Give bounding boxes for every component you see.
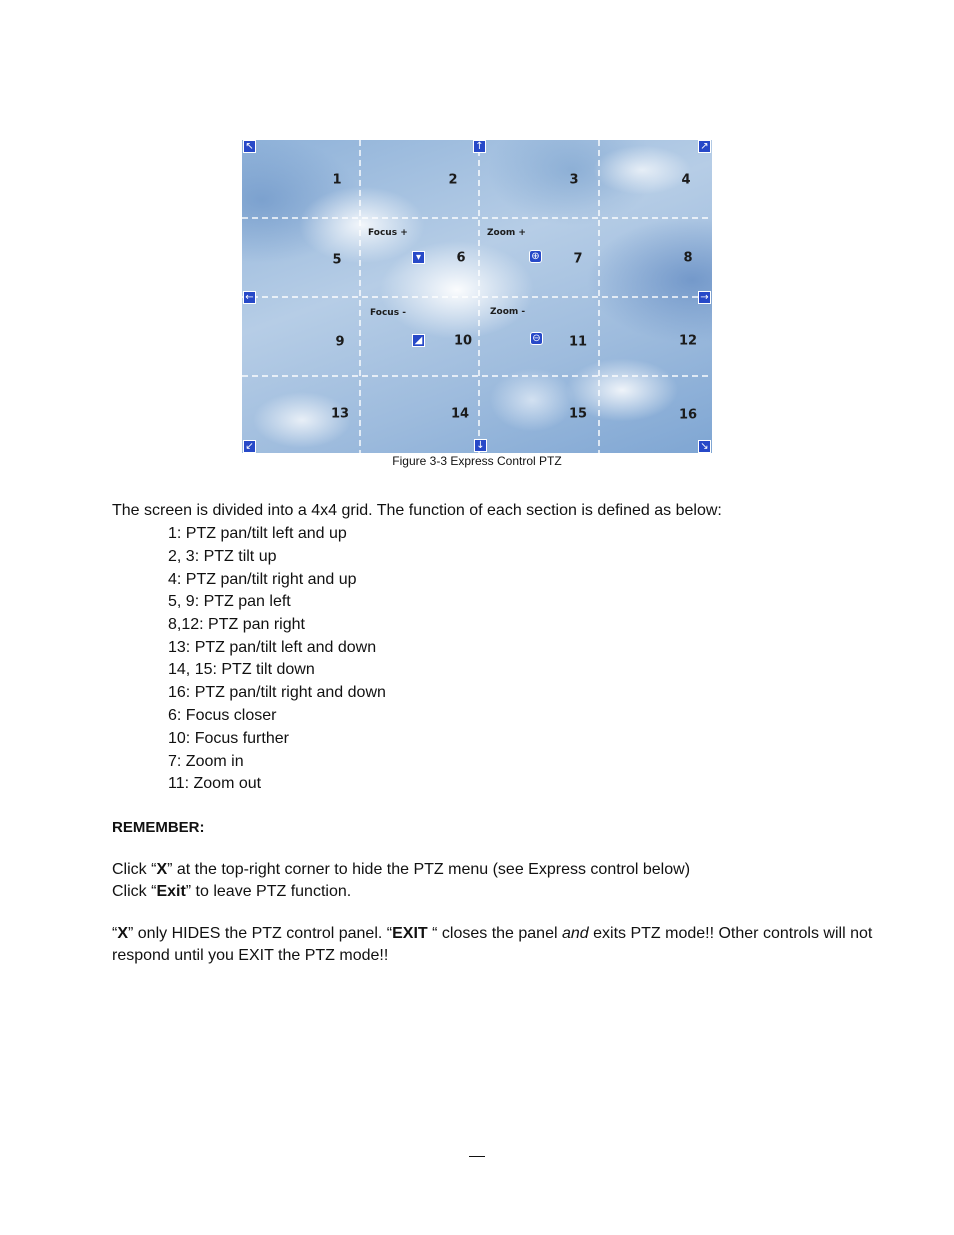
list-item: 2, 3: PTZ tilt up	[168, 548, 277, 565]
arrow-right-icon[interactable]: →	[698, 291, 711, 304]
cell-number-9: 9	[335, 334, 345, 350]
focus-further-icon[interactable]: ◢	[412, 334, 425, 347]
grid-lines	[242, 140, 712, 453]
cell-number-14: 14	[450, 406, 470, 422]
hide-menu-instruction: Click “X” at the top-right corner to hide the PTZ menu (see Express control below)	[112, 861, 691, 878]
arrow-left-icon[interactable]: ←	[243, 291, 256, 304]
zoom-out-icon[interactable]: ⊖	[530, 332, 543, 345]
zoom-in-icon[interactable]: ⊕	[529, 250, 542, 263]
warning-line-2: respond until you EXIT the PTZ mode!!	[112, 947, 389, 964]
cell-number-11: 11	[568, 334, 588, 350]
zoom-plus-label: Zoom +	[487, 228, 526, 238]
cell-number-16: 16	[678, 407, 698, 423]
cell-number-10: 10	[453, 333, 473, 349]
list-item: 7: Zoom in	[168, 753, 244, 770]
focus-minus-label: Focus -	[370, 308, 406, 318]
arrow-down-left-icon[interactable]: ↙	[243, 440, 256, 453]
cell-number-8: 8	[683, 250, 693, 266]
figure-caption: Figure 3-3 Express Control PTZ	[392, 454, 562, 468]
intro-paragraph: The screen is divided into a 4x4 grid. The function of each section is defined as below:	[112, 502, 722, 519]
focus-plus-label: Focus +	[368, 228, 408, 238]
exit-instruction: Click “Exit” to leave PTZ function.	[112, 883, 352, 900]
list-item: 1: PTZ pan/tilt left and up	[168, 525, 347, 542]
remember-heading: REMEMBER:	[112, 819, 205, 836]
cell-number-15: 15	[568, 406, 588, 422]
cell-number-5: 5	[332, 252, 342, 268]
list-item: 6: Focus closer	[168, 707, 277, 724]
arrow-up-left-icon[interactable]: ↖	[243, 140, 256, 153]
list-item: 11: Zoom out	[168, 775, 262, 792]
arrow-up-right-icon[interactable]: ↗	[698, 140, 711, 153]
arrow-down-icon[interactable]: ↓	[474, 439, 487, 452]
cell-number-6: 6	[456, 250, 466, 266]
list-item: 8,12: PTZ pan right	[168, 616, 305, 633]
cell-number-1: 1	[332, 172, 342, 188]
cell-number-3: 3	[569, 172, 579, 188]
list-item: 13: PTZ pan/tilt left and down	[168, 639, 377, 656]
list-item: 16: PTZ pan/tilt right and down	[168, 684, 386, 701]
warning-line-1: “X” only HIDES the PTZ control panel. “EXIT “ closes the panel and exits PTZ mode!! Other controls will not	[112, 925, 873, 942]
list-item: 14, 15: PTZ tilt down	[168, 661, 315, 678]
cell-number-7: 7	[573, 251, 583, 267]
cell-number-12: 12	[678, 333, 698, 349]
arrow-up-icon[interactable]: ↑	[473, 140, 486, 153]
cell-number-2: 2	[448, 172, 458, 188]
cell-number-4: 4	[681, 172, 691, 188]
list-item: 10: Focus further	[168, 730, 289, 747]
list-item: 5, 9: PTZ pan left	[168, 593, 291, 610]
ptz-express-control-figure	[242, 140, 712, 453]
focus-closer-icon[interactable]: ▾	[412, 251, 425, 264]
page-number-underline	[469, 1156, 485, 1157]
arrow-down-right-icon[interactable]: ↘	[698, 440, 711, 453]
list-item: 4: PTZ pan/tilt right and up	[168, 571, 357, 588]
zoom-minus-label: Zoom -	[490, 307, 526, 317]
cell-number-13: 13	[330, 406, 350, 422]
